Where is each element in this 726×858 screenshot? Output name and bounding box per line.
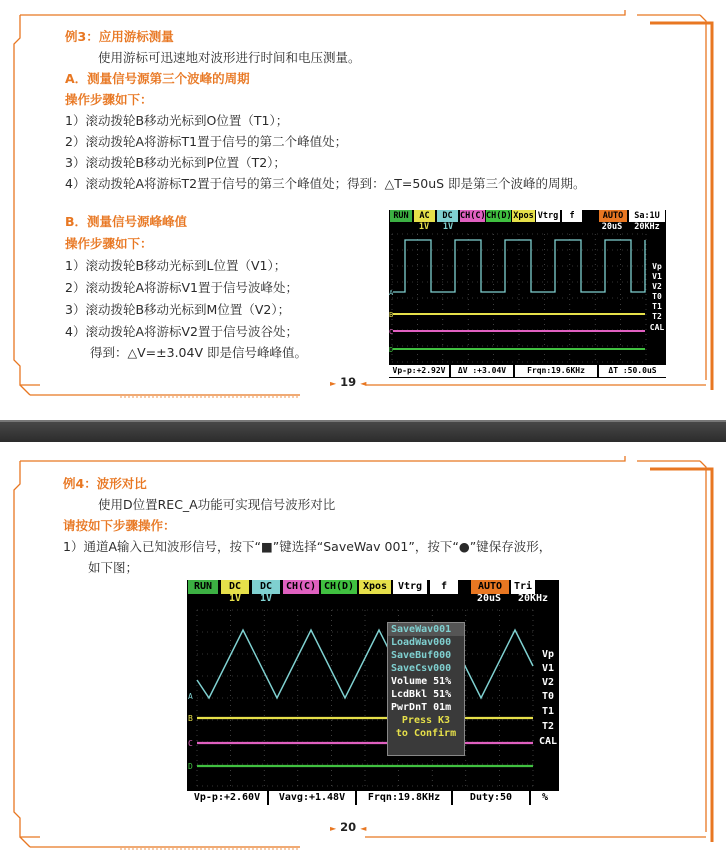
page-number-20 — [330, 820, 366, 834]
channel-marker: C — [188, 739, 193, 748]
section-b-steps-title: 操作步骤如下： — [65, 236, 153, 251]
side-cal: CAL — [649, 323, 665, 332]
example3-title: 例3：应用游标测量 — [65, 29, 174, 44]
status-vtrg: Vtrg — [537, 211, 559, 221]
volts-div-a: 1V — [418, 222, 430, 232]
menu-item-lcdbkl[interactable]: LcdBkl 51% — [391, 689, 452, 700]
example4-step-1-line2: 如下图； — [88, 560, 139, 575]
section-b-step-1: 1）滚动拨轮B移动光标到L位置（V1）； — [65, 258, 287, 273]
status-vpp: Vp-p:+2.60V — [187, 791, 267, 805]
status-freq: Frqn:19.6KHz — [515, 365, 597, 377]
status-trigger: Tri — [511, 580, 535, 594]
menu-item-volume[interactable]: Volume 51% — [391, 676, 452, 687]
status-coupling-b: DC — [252, 580, 280, 594]
status-f: f — [430, 580, 458, 594]
volts-div-a: 1V — [228, 593, 242, 604]
status-duty: Duty:50 — [453, 791, 529, 805]
status-sample: Sa:1U — [629, 210, 665, 222]
section-a-step-4: 4）滚动拨轮A将游标T2置于信号的第三个峰值处；得到：△T=50uS 即是第三个波峰的周期。 — [65, 176, 586, 191]
page-number-19 — [330, 375, 366, 389]
time-div: 20uS — [601, 222, 623, 232]
triangle-left-icon: ◄ — [360, 824, 367, 833]
oscilloscope-screenshot-1 — [389, 210, 666, 378]
status-auto: AUTO — [599, 210, 627, 222]
status-ch-d: CH(D) — [486, 211, 512, 221]
section-b-title: B．测量信号源峰峰值 — [65, 214, 188, 229]
status-run: RUN — [188, 580, 218, 594]
channel-marker: A — [389, 289, 394, 297]
example4-steps-title: 请按如下步骤操作： — [63, 518, 176, 533]
side-t1: T1 — [648, 302, 666, 312]
channel-marker: C — [389, 328, 394, 336]
volts-div-b: 1V — [259, 593, 273, 604]
section-a-step-3: 3）滚动拨轮B移动光标到P位置（T2）； — [65, 155, 286, 170]
status-ch-d: CH(D) — [321, 580, 357, 594]
status-freq: Frqn:19.8KHz — [357, 791, 451, 805]
status-coupling-a: AC — [414, 210, 435, 222]
status-xpos: Xpos — [513, 211, 534, 221]
side-t1: T1 — [537, 705, 559, 718]
menu-item-savecsv[interactable]: SaveCsv000 — [391, 663, 452, 674]
channel-marker: B — [389, 311, 394, 319]
example3-intro: 使用游标可迅速地对波形进行时间和电压测量。 — [98, 50, 361, 65]
side-t0: T0 — [648, 292, 666, 302]
menu-item-pwrdnt[interactable]: PwrDnT 01m — [391, 702, 452, 713]
section-a-step-2: 2）滚动拨轮A将游标T1置于信号的第二个峰值处； — [65, 134, 348, 149]
waveform-plot-2 — [187, 580, 559, 805]
waveform-plot-1 — [389, 210, 666, 378]
side-t2: T2 — [648, 312, 666, 322]
status-f: f — [562, 210, 582, 222]
status-run: RUN — [390, 210, 412, 222]
status-vavg: Vavg:+1.48V — [269, 791, 355, 805]
section-b-step-3: 3）滚动拨轮B移动光标到M位置（V2）； — [65, 302, 291, 317]
triangle-left-icon: ◄ — [360, 379, 367, 388]
time-div: 20uS — [476, 593, 502, 604]
triangle-right-icon: ► — [330, 379, 337, 388]
section-a-title: A．测量信号源第三个波峰的周期 — [65, 71, 250, 86]
example4-intro: 使用D位置REC_A功能可实现信号波形对比 — [98, 497, 336, 512]
trigger-freq: 20KHz — [517, 593, 549, 604]
example4-title: 例4：波形对比 — [63, 476, 147, 491]
status-delta-t: ΔT :50.0uS — [599, 365, 666, 377]
side-t0: T0 — [537, 690, 559, 703]
menu-item-loadwav[interactable]: LoadWav000 — [391, 637, 452, 648]
status-coupling-a: DC — [221, 580, 249, 594]
oscilloscope-screenshot-2 — [187, 580, 559, 805]
status-ch-c: CH(C) — [460, 211, 486, 221]
section-a-steps-title: 操作步骤如下： — [65, 92, 153, 107]
status-ch-c: CH(C) — [283, 580, 319, 594]
status-duty-unit: % — [531, 791, 559, 805]
status-vpp: Vp-p:+2.92V — [389, 365, 449, 377]
side-vp: Vp — [648, 262, 666, 272]
triangle-right-icon: ► — [330, 824, 337, 833]
menu-item-savebuf[interactable]: SaveBuf000 — [391, 650, 452, 661]
side-v1: V1 — [648, 272, 666, 282]
page-number-text: 19 — [340, 375, 357, 389]
channel-marker: D — [389, 346, 394, 354]
trigger-freq: 20KHz — [634, 222, 660, 232]
status-coupling-b: DC — [437, 210, 458, 222]
menu-prompt-line2: to Confirm — [395, 728, 457, 739]
section-a-step-1: 1）滚动拨轮B移动光标到O位置（T1）； — [65, 113, 289, 128]
side-vp: Vp — [537, 648, 559, 661]
status-auto: AUTO — [471, 580, 509, 594]
save-menu[interactable] — [387, 622, 465, 756]
channel-marker: A — [188, 692, 193, 701]
status-delta-v: ΔV :+3.04V — [451, 365, 513, 377]
section-b-step-2: 2）滚动拨轮A将游标V1置于信号波峰处； — [65, 280, 299, 295]
status-vtrg: Vtrg — [393, 580, 427, 594]
menu-item-savewav[interactable]: SaveWav001 — [388, 623, 464, 636]
page-number-text: 20 — [340, 820, 357, 834]
channel-marker: B — [188, 714, 193, 723]
side-v2: V2 — [537, 676, 559, 689]
side-t2: T2 — [537, 720, 559, 733]
side-cal: CAL — [538, 736, 558, 747]
status-xpos: Xpos — [359, 580, 391, 594]
side-v2: V2 — [648, 282, 666, 292]
section-b-step-4: 4）滚动拨轮A将游标V2置于信号波谷处； — [65, 324, 299, 339]
example4-step-1-line1: 1）通道A输入已知波形信号，按下“■”键选择“SaveWav 001”，按下“●”键保存波形， — [63, 539, 552, 554]
section-b-result: 得到：△V=±3.04V 即是信号峰峰值。 — [90, 345, 307, 360]
channel-marker: D — [188, 762, 193, 771]
volts-div-b: 1V — [442, 222, 454, 232]
side-v1: V1 — [537, 662, 559, 675]
menu-prompt-line1: Press K3 — [401, 715, 451, 726]
page-divider — [0, 420, 726, 442]
